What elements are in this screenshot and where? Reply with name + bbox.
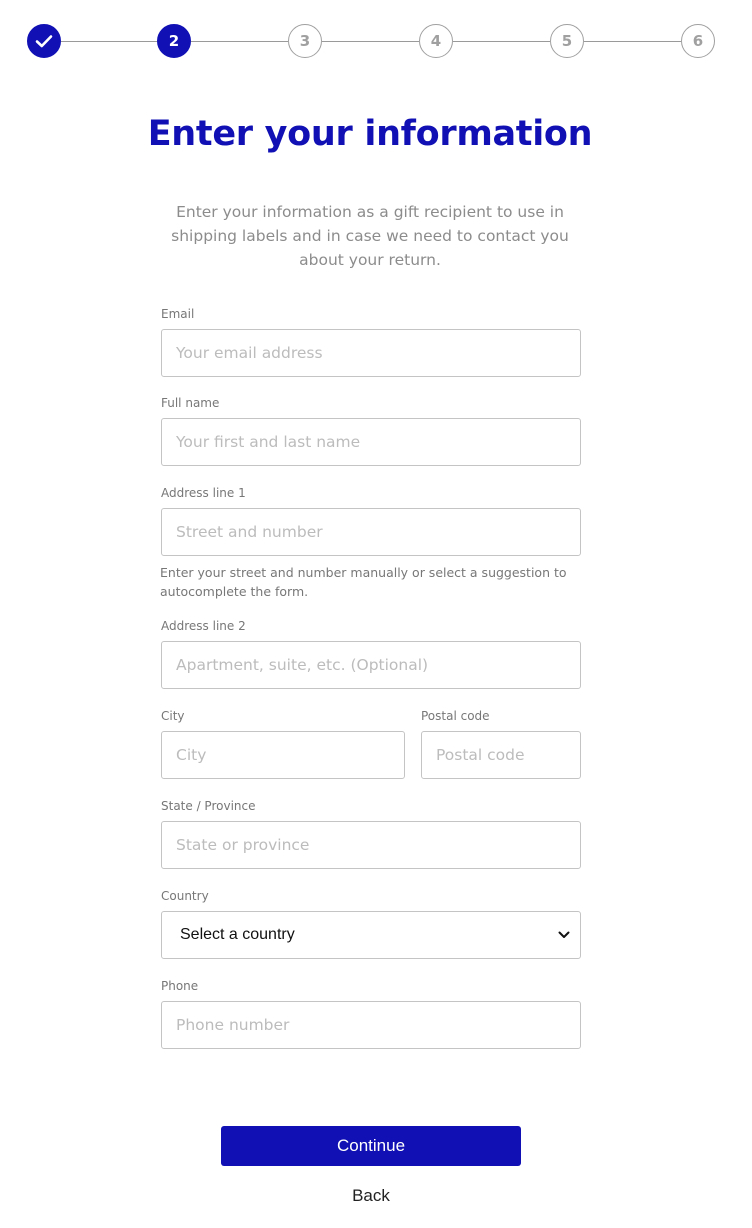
- back-button[interactable]: Back: [352, 1186, 390, 1205]
- step-3: [288, 24, 322, 58]
- full-name-input[interactable]: [161, 418, 581, 466]
- checkmark-icon: [35, 34, 53, 48]
- state-label: State / Province: [161, 799, 256, 813]
- stepper-connector: [322, 41, 419, 42]
- page-title: Enter your information: [147, 114, 593, 154]
- email-input[interactable]: [161, 329, 581, 377]
- step-2-current: [157, 24, 191, 58]
- progress-stepper: [0, 24, 752, 60]
- address-help-text: Enter your street and number manually or select a suggestion to autocomplete the form.: [160, 565, 567, 599]
- page-description: Enter your information as a gift recipient to use in shipping labels and in case we need to contact you about your return.: [171, 203, 569, 269]
- state-input[interactable]: [161, 821, 581, 869]
- country-label: Country: [161, 889, 209, 903]
- country-select-value: Select a country: [180, 926, 295, 943]
- step-number: 2: [168, 32, 180, 50]
- email-label: Email: [161, 307, 195, 321]
- address-line-1-input[interactable]: [161, 508, 581, 556]
- stepper-connector: [584, 41, 681, 42]
- step-number: 6: [692, 32, 704, 50]
- step-6: [681, 24, 715, 58]
- step-number: 5: [561, 32, 573, 50]
- country-select[interactable]: [161, 911, 581, 959]
- address-line-1-label: Address line 1: [161, 486, 246, 500]
- step-number: 4: [430, 32, 442, 50]
- city-input[interactable]: [161, 731, 405, 779]
- address-line-2-label: Address line 2: [161, 619, 246, 633]
- postal-code-input[interactable]: [421, 731, 581, 779]
- step-4: [419, 24, 453, 58]
- continue-button[interactable]: Continue: [221, 1126, 521, 1166]
- phone-input[interactable]: [161, 1001, 581, 1049]
- stepper-connector: [453, 41, 550, 42]
- address-line-2-input[interactable]: [161, 641, 581, 689]
- stepper-connector: [61, 41, 157, 42]
- phone-label: Phone: [161, 979, 199, 993]
- full-name-label: Full name: [161, 396, 220, 410]
- step-5: [550, 24, 584, 58]
- step-number: 3: [299, 32, 311, 50]
- chevron-down-icon: [558, 926, 570, 944]
- city-label: City: [161, 709, 185, 723]
- postal-code-label: Postal code: [421, 709, 490, 723]
- step-1-completed[interactable]: [27, 24, 61, 58]
- stepper-connector: [191, 41, 288, 42]
